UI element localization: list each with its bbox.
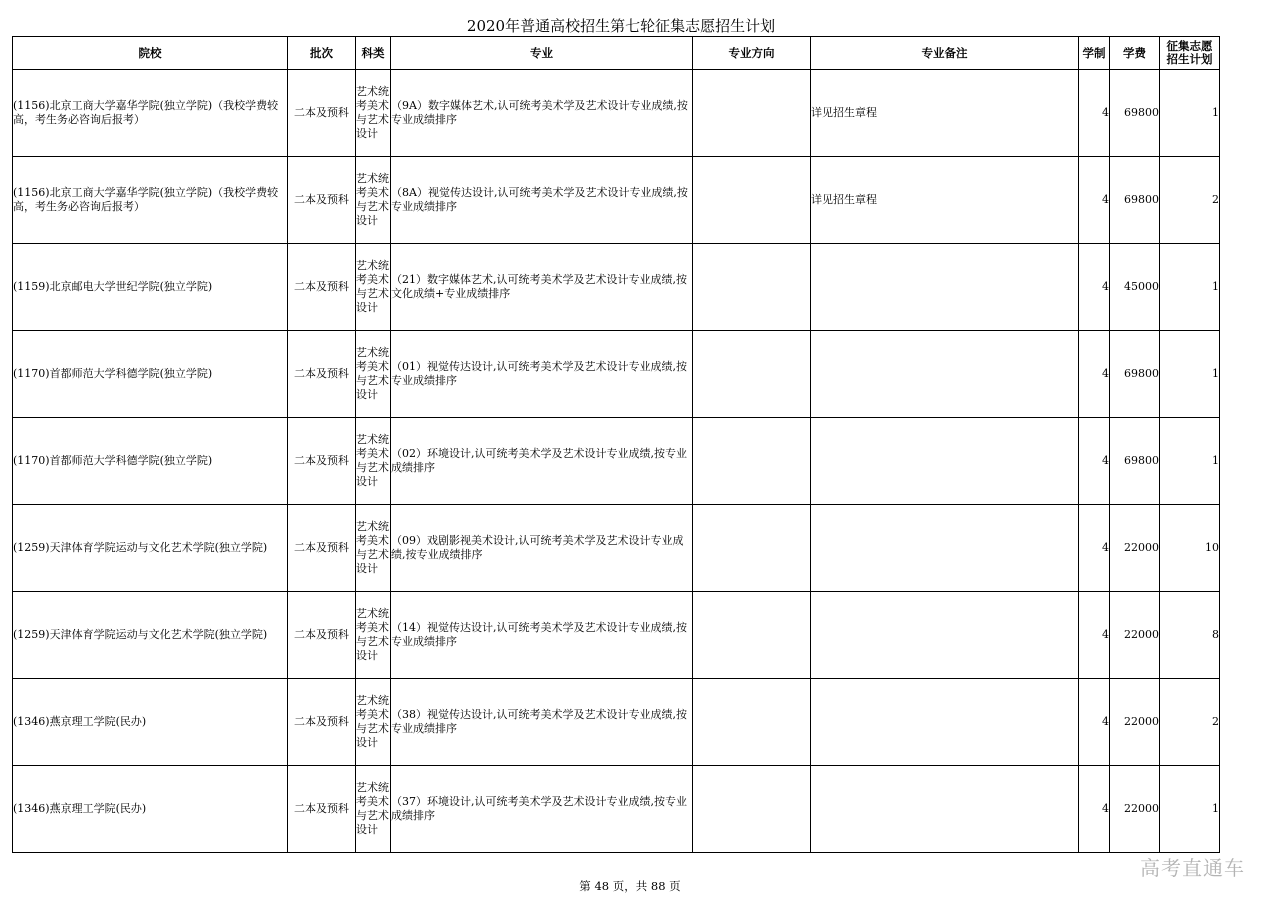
cell-major: （01）视觉传达设计,认可统考美术学及艺术设计专业成绩,按专业成绩排序 [391, 331, 693, 418]
cell-fee: 22000 [1110, 505, 1160, 592]
cell-plan: 10 [1160, 505, 1220, 592]
cell-years: 4 [1079, 505, 1110, 592]
header-school: 院校 [13, 37, 288, 70]
header-plan-line1: 征集志愿 [1166, 39, 1213, 53]
cell-batch: 二本及预科 [288, 157, 356, 244]
cell-batch: 二本及预科 [288, 244, 356, 331]
cell-fee: 22000 [1110, 766, 1160, 853]
cell-direction [693, 157, 811, 244]
cell-subject: 艺术统考美术与艺术设计 [356, 505, 391, 592]
cell-years: 4 [1079, 679, 1110, 766]
cell-subject: 艺术统考美术与艺术设计 [356, 331, 391, 418]
cell-direction [693, 70, 811, 157]
header-years: 学制 [1079, 37, 1110, 70]
cell-plan: 1 [1160, 766, 1220, 853]
cell-school: (1156)北京工商大学嘉华学院(独立学院)（我校学费较高，考生务必咨询后报考） [13, 157, 288, 244]
table-body [13, 70, 1220, 853]
table-row [13, 505, 1220, 592]
table-row [13, 592, 1220, 679]
cell-subject: 艺术统考美术与艺术设计 [356, 418, 391, 505]
cell-years: 4 [1079, 592, 1110, 679]
cell-batch: 二本及预科 [288, 679, 356, 766]
header-plan [1160, 37, 1220, 70]
header-direction: 专业方向 [693, 37, 811, 70]
cell-school: (1259)天津体育学院运动与文化艺术学院(独立学院) [13, 505, 288, 592]
cell-batch: 二本及预科 [288, 418, 356, 505]
cell-school: (1259)天津体育学院运动与文化艺术学院(独立学院) [13, 592, 288, 679]
page-footer: 第 48 页，共 88 页 [579, 879, 681, 893]
cell-direction [693, 766, 811, 853]
cell-subject: 艺术统考美术与艺术设计 [356, 244, 391, 331]
cell-fee: 69800 [1110, 157, 1160, 244]
document-title: 2020年普通高校招生第七轮征集志愿招生计划 [466, 17, 776, 35]
cell-major: （37）环境设计,认可统考美术学及艺术设计专业成绩,按专业成绩排序 [391, 766, 693, 853]
cell-remark [811, 244, 1079, 331]
cell-plan: 2 [1160, 679, 1220, 766]
cell-fee: 22000 [1110, 679, 1160, 766]
cell-school: (1170)首都师范大学科德学院(独立学院) [13, 331, 288, 418]
cell-fee: 45000 [1110, 244, 1160, 331]
cell-batch: 二本及预科 [288, 70, 356, 157]
cell-plan: 1 [1160, 418, 1220, 505]
cell-years: 4 [1079, 244, 1110, 331]
cell-plan: 1 [1160, 70, 1220, 157]
cell-major: （21）数字媒体艺术,认可统考美术学及艺术设计专业成绩,按文化成绩+专业成绩排序 [391, 244, 693, 331]
cell-fee: 22000 [1110, 592, 1160, 679]
header-subject: 科类 [356, 37, 391, 70]
table-row [13, 70, 1220, 157]
cell-plan: 1 [1160, 331, 1220, 418]
cell-major: （9A）数字媒体艺术,认可统考美术学及艺术设计专业成绩,按专业成绩排序 [391, 70, 693, 157]
cell-plan: 8 [1160, 592, 1220, 679]
watermark: 高考直通车 [1140, 856, 1245, 880]
cell-major: （14）视觉传达设计,认可统考美术学及艺术设计专业成绩,按专业成绩排序 [391, 592, 693, 679]
cell-years: 4 [1079, 331, 1110, 418]
cell-subject: 艺术统考美术与艺术设计 [356, 70, 391, 157]
cell-batch: 二本及预科 [288, 331, 356, 418]
cell-subject: 艺术统考美术与艺术设计 [356, 157, 391, 244]
cell-remark [811, 766, 1079, 853]
cell-major: （09）戏剧影视美术设计,认可统考美术学及艺术设计专业成绩,按专业成绩排序 [391, 505, 693, 592]
cell-direction [693, 505, 811, 592]
cell-major: （02）环境设计,认可统考美术学及艺术设计专业成绩,按专业成绩排序 [391, 418, 693, 505]
cell-school: (1346)燕京理工学院(民办) [13, 766, 288, 853]
cell-direction [693, 418, 811, 505]
cell-years: 4 [1079, 766, 1110, 853]
cell-direction [693, 592, 811, 679]
cell-batch: 二本及预科 [288, 766, 356, 853]
table-row [13, 766, 1220, 853]
table-row [13, 418, 1220, 505]
header-major: 专业 [391, 37, 693, 70]
cell-school: (1346)燕京理工学院(民办) [13, 679, 288, 766]
cell-years: 4 [1079, 70, 1110, 157]
cell-plan: 1 [1160, 244, 1220, 331]
header-batch: 批次 [288, 37, 356, 70]
cell-remark [811, 679, 1079, 766]
header-plan-line2: 招生计划 [1166, 52, 1213, 66]
cell-fee: 69800 [1110, 418, 1160, 505]
cell-remark [811, 418, 1079, 505]
cell-direction [693, 331, 811, 418]
cell-remark: 详见招生章程 [811, 70, 1079, 157]
cell-subject: 艺术统考美术与艺术设计 [356, 679, 391, 766]
cell-plan: 2 [1160, 157, 1220, 244]
cell-school: (1170)首都师范大学科德学院(独立学院) [13, 418, 288, 505]
table-row [13, 244, 1220, 331]
header-remark: 专业备注 [811, 37, 1079, 70]
cell-remark [811, 592, 1079, 679]
table-row [13, 157, 1220, 244]
cell-remark: 详见招生章程 [811, 157, 1079, 244]
cell-subject: 艺术统考美术与艺术设计 [356, 592, 391, 679]
enrollment-plan-table [12, 36, 1220, 853]
cell-years: 4 [1079, 157, 1110, 244]
cell-school: (1159)北京邮电大学世纪学院(独立学院) [13, 244, 288, 331]
header-fee: 学费 [1110, 37, 1160, 70]
cell-fee: 69800 [1110, 70, 1160, 157]
cell-remark [811, 331, 1079, 418]
cell-batch: 二本及预科 [288, 592, 356, 679]
cell-direction [693, 244, 811, 331]
cell-major: （8A）视觉传达设计,认可统考美术学及艺术设计专业成绩,按专业成绩排序 [391, 157, 693, 244]
table-row [13, 331, 1220, 418]
table-row [13, 679, 1220, 766]
cell-batch: 二本及预科 [288, 505, 356, 592]
cell-fee: 69800 [1110, 331, 1160, 418]
cell-remark [811, 505, 1079, 592]
header-row [13, 37, 1220, 70]
cell-direction [693, 679, 811, 766]
cell-subject: 艺术统考美术与艺术设计 [356, 766, 391, 853]
cell-years: 4 [1079, 418, 1110, 505]
cell-school: (1156)北京工商大学嘉华学院(独立学院)（我校学费较高，考生务必咨询后报考） [13, 70, 288, 157]
cell-major: （38）视觉传达设计,认可统考美术学及艺术设计专业成绩,按专业成绩排序 [391, 679, 693, 766]
